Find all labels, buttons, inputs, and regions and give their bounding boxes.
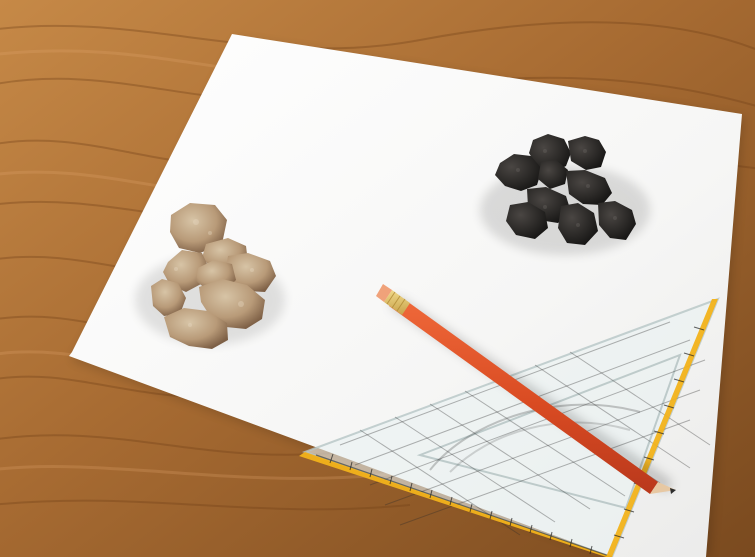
scene-canvas (0, 0, 755, 557)
photo-frame (0, 0, 755, 557)
